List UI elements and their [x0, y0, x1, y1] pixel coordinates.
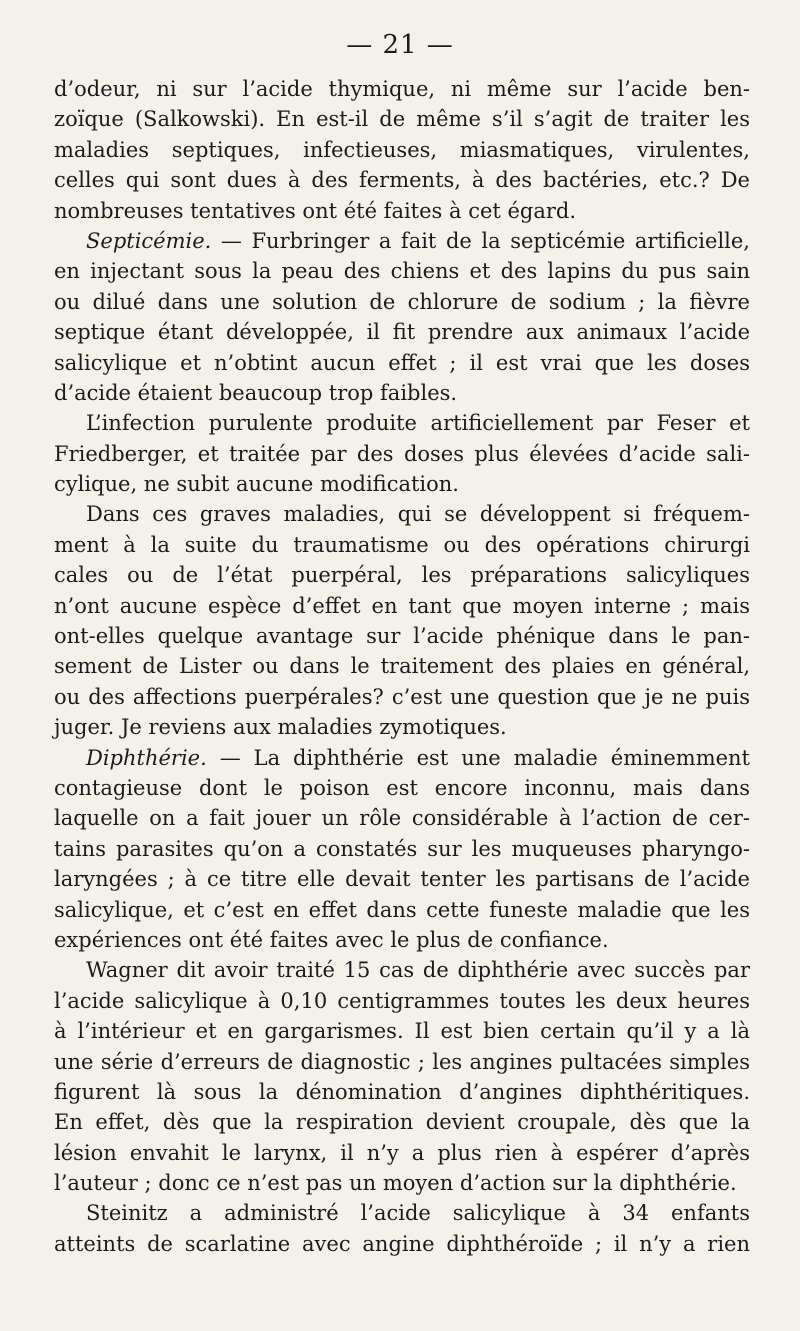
text-line: ou dilué dans une solution de chlorure de sodium ; la fièvre — [54, 289, 750, 314]
text-line: Friedberger, et traitée par des doses plus élevées d’acide sali- — [54, 441, 750, 466]
paragraph — [54, 955, 750, 1198]
text-line: salicylique et n’obtint aucun effet ; il est vrai que les doses — [54, 350, 750, 375]
text-line: L’infection purulente produite artificiellement par Feser et — [86, 411, 750, 436]
page-number: — 21 — — [346, 30, 454, 60]
text-line: Steinitz a administré l’acide salicylique à 34 enfants — [86, 1201, 750, 1226]
paragraph — [54, 226, 750, 408]
text-line: En effet, dès que la respiration devient croupale, dès que la — [54, 1110, 750, 1135]
text-line: d’odeur, ni sur l’acide thymique, ni même sur l’acide ben- — [54, 77, 750, 101]
text-line: contagieuse dont le poison est encore inconnu, mais dans — [54, 775, 750, 800]
text-line — [54, 743, 750, 773]
text-line: ont-elles quelque avantage sur l’acide phénique dans le pan- — [54, 624, 750, 649]
text-run: — Furbringer a fait de la septicémie artificielle, — [211, 228, 750, 253]
text-line: laquelle on a fait jouer un rôle considérable à l’action de cer- — [54, 806, 750, 831]
text-line: expériences ont été faites avec le plus de confiance. — [54, 927, 609, 952]
text-line: d’acide étaient beaucoup trop faibles. — [54, 380, 458, 405]
text-line: juger. Je reviens aux maladies zymotiques. — [54, 715, 507, 740]
paragraph — [54, 499, 750, 742]
text-line: une série d’erreurs de diagnostic ; les angines pultacées simples — [54, 1049, 750, 1074]
text-line: septique étant développée, il fit prendre aux animaux l’acide — [54, 320, 750, 345]
text-line: celles qui sont dues à des ferments, à des bactéries, etc.? De — [54, 168, 750, 193]
paragraph — [54, 74, 750, 226]
text-line: à l’intérieur et en gargarismes. Il est bien certain qu’il y a là — [54, 1019, 750, 1044]
text-line: laryngées ; à ce titre elle devait tenter les partisans de l’acide — [54, 867, 750, 892]
text-line: maladies septiques, infectieuses, miasmatiques, virulentes, — [54, 137, 750, 162]
text-line: ment à la suite du traumatisme ou des opérations chirurgi — [54, 532, 750, 557]
text-line: lésion envahit le larynx, il n’y a plus rien à espérer d’après — [54, 1140, 750, 1165]
text-line: atteints de scarlatine avec angine diphthéroïde ; il n’y a rien — [54, 1231, 750, 1256]
text-line: tains parasites qu’on a constatés sur les muqueuses pharyngo- — [54, 836, 750, 861]
paragraph — [54, 743, 750, 956]
text-line: cales ou de l’état puerpéral, les préparations salicyliques — [54, 563, 750, 588]
paragraph — [54, 408, 750, 499]
text-line: en injectant sous la peau des chiens et des lapins du pus sain — [54, 259, 750, 284]
body-text — [54, 74, 750, 1259]
text-line — [54, 226, 750, 256]
section-lead: Diphthérie. — [86, 745, 207, 770]
text-line: nombreuses tentatives ont été faites à cet égard. — [54, 198, 577, 223]
text-line: Dans ces graves maladies, qui se développent si fréquem- — [86, 502, 750, 527]
text-line: l’auteur ; donc ce n’est pas un moyen d’action sur la diphthérie. — [54, 1171, 737, 1196]
text-line: figurent là sous la dénomination d’angines diphthéritiques. — [54, 1079, 750, 1104]
text-line: cylique, ne subit aucune modification. — [54, 472, 459, 497]
text-line: n’ont aucune espèce d’effet en tant que moyen interne ; mais — [54, 593, 750, 618]
text-line: l’acide salicylique à 0,10 centigrammes toutes les deux heures — [54, 988, 750, 1013]
text-line: sement de Lister ou dans le traitement des plaies en général, — [54, 654, 750, 679]
text-run: — La diphthérie est une maladie éminemment — [206, 745, 750, 770]
section-lead: Septicémie. — [86, 228, 212, 253]
text-line: zoïque (Salkowski). En est-il de même s’il s’agit de traiter les — [54, 107, 750, 132]
text-line: ou des affections puerpérales? c’est une question que je ne puis — [54, 684, 750, 709]
text-line: salicylique, et c’est en effet dans cette funeste maladie que les — [54, 897, 750, 922]
text-line: Wagner dit avoir traité 15 cas de diphthérie avec succès par — [86, 958, 750, 983]
paragraph — [54, 1198, 750, 1259]
